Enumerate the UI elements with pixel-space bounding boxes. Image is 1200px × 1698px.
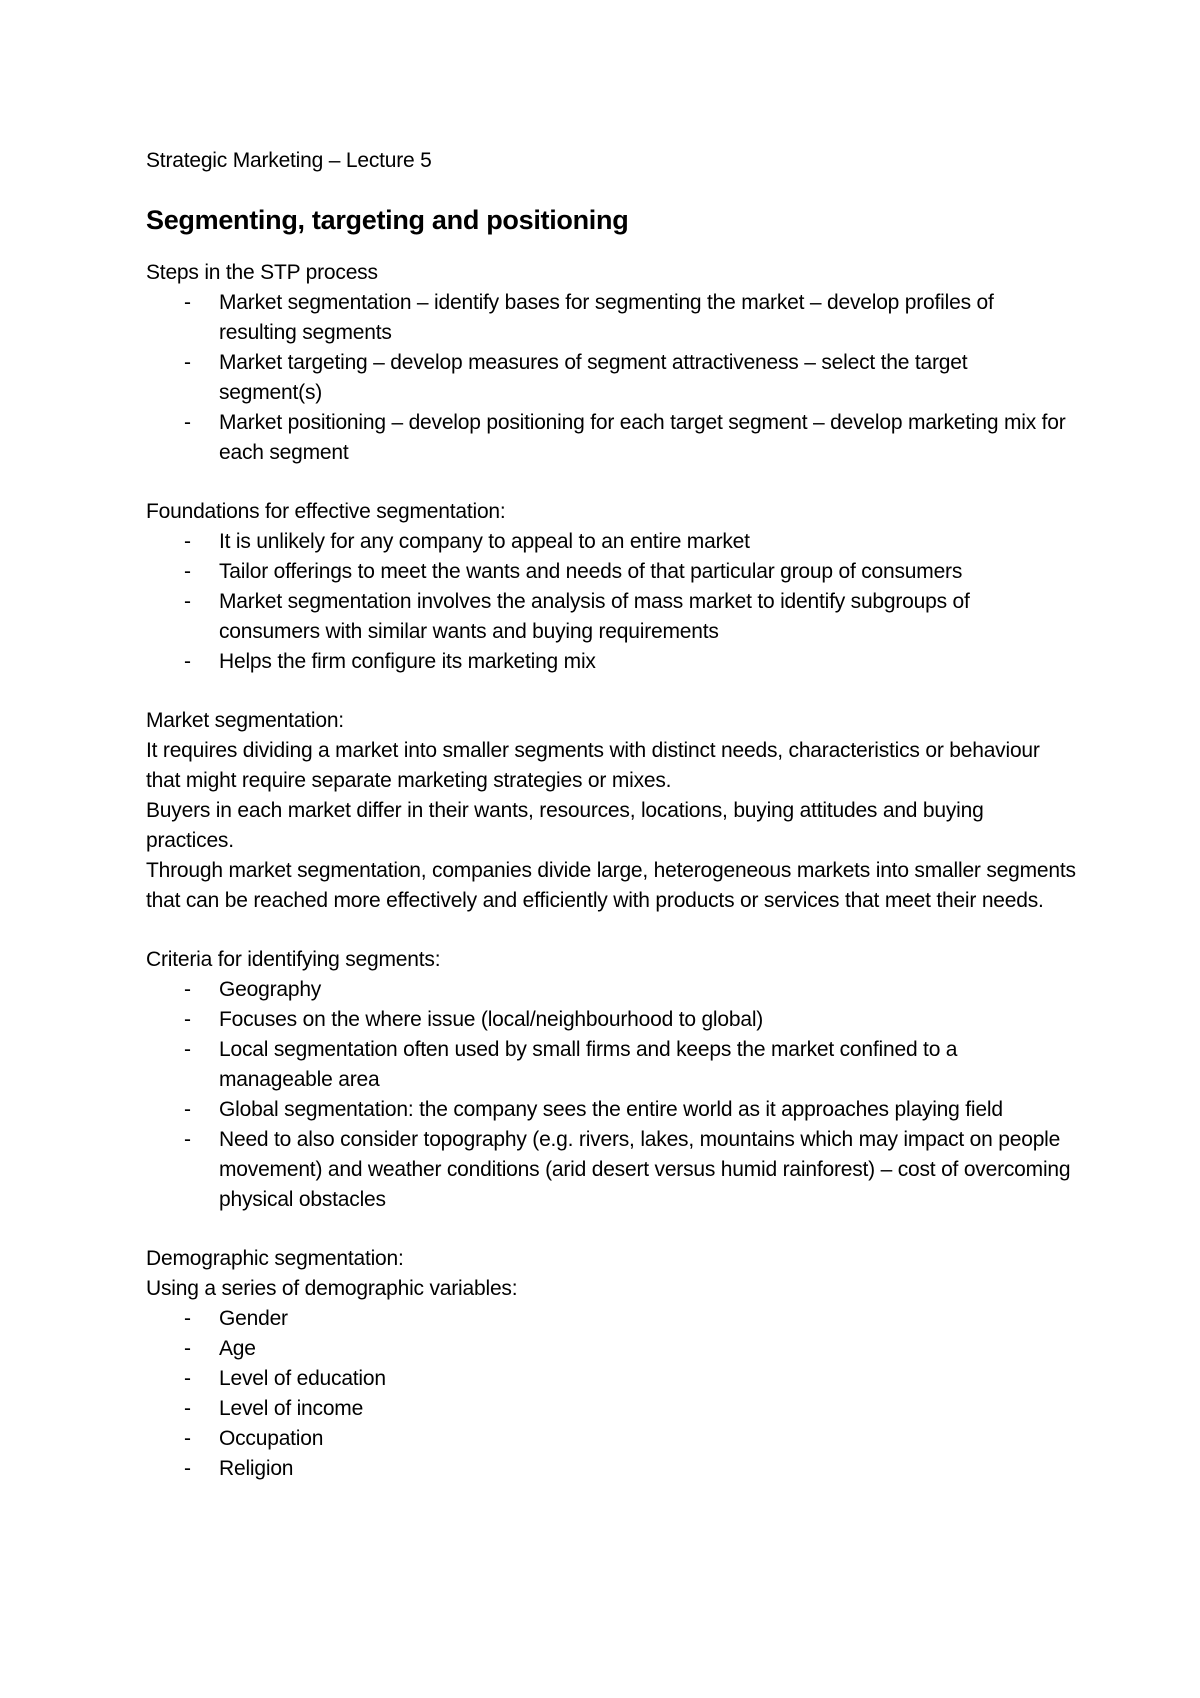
list-item	[146, 587, 1076, 647]
bullet-dash: -	[184, 530, 191, 553]
section-paragraph: Through market segmentation, companies divide large, heterogeneous markets into smaller segments that can be reached more effectively and efficiently with products or services that meet their needs.	[146, 859, 1076, 912]
bullet-list	[146, 288, 1076, 468]
section-paragraph: Using a series of demographic variables:	[146, 1277, 518, 1300]
list-item-text: Market segmentation – identify bases for segmenting the market – develop profiles of resulting segments	[219, 291, 994, 344]
section-heading: Foundations for effective segmentation:	[146, 500, 506, 523]
section	[146, 1244, 1076, 1484]
document-title: Segmenting, targeting and positioning	[146, 205, 629, 235]
bullet-dash: -	[184, 1457, 191, 1480]
section	[146, 258, 1076, 468]
list-item-text: Gender	[219, 1307, 288, 1330]
list-item-text: Religion	[219, 1457, 294, 1480]
bullet-dash: -	[184, 291, 191, 314]
bullet-dash: -	[184, 650, 191, 673]
list-item-text: Need to also consider topography (e.g. rivers, lakes, mountains which may impact on people movement) and weather conditions (arid desert versus humid rainforest) – cost of overcoming physical obstacles	[219, 1128, 1071, 1211]
list-item-text: Local segmentation often used by small firms and keeps the market confined to a manageable area	[219, 1038, 958, 1091]
bullet-dash: -	[184, 351, 191, 374]
list-item-text: Occupation	[219, 1427, 324, 1450]
list-item	[146, 1394, 1076, 1424]
section-heading: Market segmentation:	[146, 709, 344, 732]
list-item-text: Market positioning – develop positioning for each target segment – develop marketing mix for each segment	[219, 411, 1066, 464]
list-item	[146, 408, 1076, 468]
lecture-subtitle: Strategic Marketing – Lecture 5	[146, 149, 432, 172]
list-item	[146, 1424, 1076, 1454]
list-item	[146, 1454, 1076, 1484]
bullet-dash: -	[184, 1337, 191, 1360]
list-item-text: It is unlikely for any company to appeal to an entire market	[219, 530, 750, 553]
bullet-dash: -	[184, 1307, 191, 1330]
list-item-text: Market segmentation involves the analysis of mass market to identify subgroups of consumers with similar wants and buying requirements	[219, 590, 970, 643]
bullet-list	[146, 1304, 1076, 1484]
section-paragraph: It requires dividing a market into smaller segments with distinct needs, characteristics or behaviour that might require separate marketing strategies or mixes.	[146, 739, 1040, 792]
list-item-text: Focuses on the where issue (local/neighbourhood to global)	[219, 1008, 764, 1031]
section	[146, 945, 1076, 1215]
bullet-dash: -	[184, 1427, 191, 1450]
bullet-dash: -	[184, 560, 191, 583]
list-item	[146, 1005, 1076, 1035]
list-item-text: Helps the firm configure its marketing mix	[219, 650, 596, 673]
sections-container	[146, 258, 1076, 1484]
list-item	[146, 1095, 1076, 1125]
list-item-text: Age	[219, 1337, 256, 1360]
section-heading: Criteria for identifying segments:	[146, 948, 441, 971]
bullet-dash: -	[184, 1367, 191, 1390]
list-item	[146, 1364, 1076, 1394]
bullet-dash: -	[184, 978, 191, 1001]
list-item	[146, 1334, 1076, 1364]
list-item	[146, 647, 1076, 677]
list-item-text: Level of income	[219, 1397, 364, 1420]
bullet-dash: -	[184, 590, 191, 613]
section-heading: Demographic segmentation:	[146, 1247, 404, 1270]
bullet-dash: -	[184, 1098, 191, 1121]
list-item	[146, 527, 1076, 557]
document-body	[146, 146, 1076, 1484]
bullet-list	[146, 527, 1076, 677]
bullet-list	[146, 975, 1076, 1215]
list-item-text: Level of education	[219, 1367, 386, 1390]
list-item-text: Geography	[219, 978, 322, 1001]
list-item-text: Tailor offerings to meet the wants and needs of that particular group of consumers	[219, 560, 963, 583]
list-item	[146, 975, 1076, 1005]
section-paragraph: Buyers in each market differ in their wants, resources, locations, buying attitudes and buying practices.	[146, 799, 984, 852]
list-item	[146, 557, 1076, 587]
list-item-text: Global segmentation: the company sees the entire world as it approaches playing field	[219, 1098, 1003, 1121]
bullet-dash: -	[184, 1397, 191, 1420]
bullet-dash: -	[184, 411, 191, 434]
list-item	[146, 348, 1076, 408]
section-heading: Steps in the STP process	[146, 261, 378, 284]
bullet-dash: -	[184, 1008, 191, 1031]
bullet-dash: -	[184, 1128, 191, 1151]
list-item-text: Market targeting – develop measures of segment attractiveness – select the target segment(s)	[219, 351, 968, 404]
section	[146, 497, 1076, 677]
section	[146, 706, 1076, 916]
bullet-dash: -	[184, 1038, 191, 1061]
list-item	[146, 1125, 1076, 1215]
list-item	[146, 288, 1076, 348]
list-item	[146, 1035, 1076, 1095]
list-item	[146, 1304, 1076, 1334]
